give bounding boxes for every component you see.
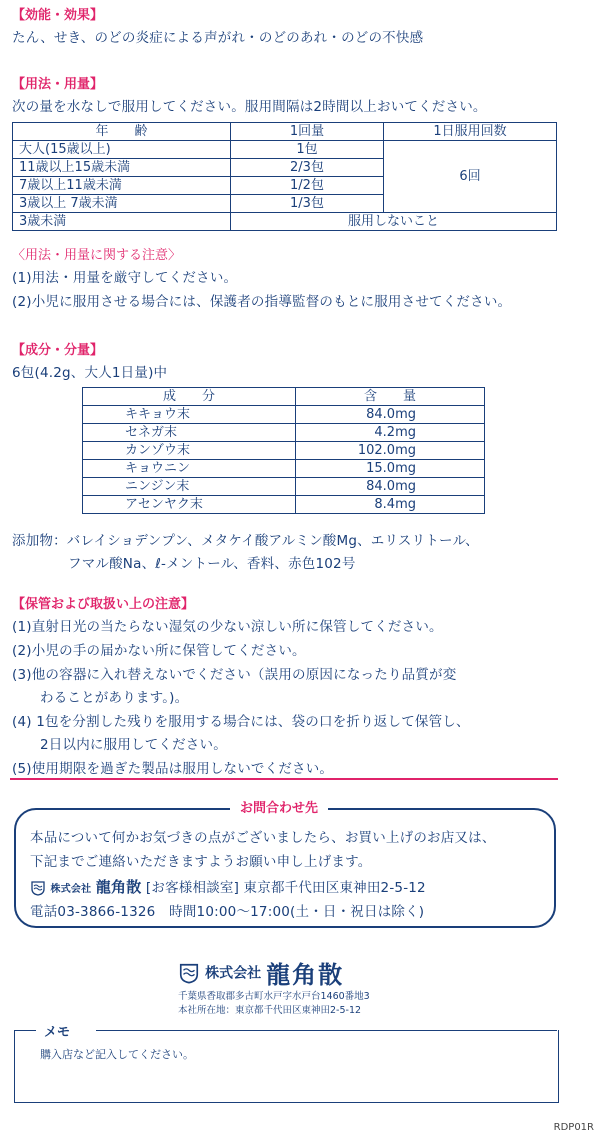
table-header-row — [13, 123, 557, 141]
footer-company-small: 株式会社 — [205, 965, 262, 982]
contact-phone-hours: 電話03-3866-1326 時間10:00～17:00(土・日・祝日は除く) — [30, 904, 425, 920]
ingredients-intro: 6包(4.2g、大人1日量)中 — [12, 365, 168, 381]
age-cell: 7歳以上11歳未満 — [13, 177, 231, 195]
storage-line: (2)小児の手の届かない所に保管してください。 — [12, 643, 306, 659]
table-row — [13, 213, 557, 231]
age-cell: 大人(15歳以上) — [13, 141, 231, 159]
dosage-intro: 次の量を水なしで服用してください。服用間隔は2時間以上おいてください。 — [12, 99, 487, 115]
footer-logo — [178, 955, 344, 990]
age-cell: 11歳以上15歳未満 — [13, 159, 231, 177]
under3-note-cell: 服用しないこと — [231, 213, 557, 231]
contact-line-1: 本品について何かお気づきの点がございましたら、お買い上げのお店又は、 — [30, 830, 496, 846]
dosage-note: (2)小児に服用させる場合には、保護者の指導監督のもとに服用させてください。 — [12, 294, 512, 310]
efficacy-heading: 【効能・効果】 — [12, 8, 104, 23]
company-logo-icon — [178, 962, 200, 984]
ingredient-name: カンゾウ末 — [83, 442, 296, 460]
document-code: RDP01R — [553, 1122, 594, 1133]
table-header-row — [83, 388, 485, 406]
header-dose: 1回量 — [231, 123, 384, 141]
ingredients-table — [82, 387, 485, 514]
dose-cell: 1/2包 — [231, 177, 384, 195]
dosage-table — [12, 122, 557, 231]
contact-title: お問合わせ先 — [230, 797, 328, 816]
additives-line-2: フマル酸Na、ℓ-メントール、香料、赤色102号 — [68, 556, 356, 572]
storage-line: (5)使用期限を過ぎた製品は服用しないでください。 — [12, 761, 334, 777]
contact-company-line — [30, 876, 426, 897]
dosage-note: (1)用法・用量を厳守してください。 — [12, 270, 238, 286]
header-daily-times: 1日服用回数 — [384, 123, 557, 141]
table-row — [83, 442, 485, 460]
memo-label: メモ — [44, 1025, 71, 1040]
table-row — [83, 424, 485, 442]
storage-heading: 【保管および取扱い上の注意】 — [12, 597, 195, 612]
ingredient-name: キョウニン — [83, 460, 296, 478]
header-age: 年 齢 — [13, 123, 231, 141]
dose-cell: 1包 — [231, 141, 384, 159]
table-row — [83, 496, 485, 514]
ingredient-amount: 15.0mg — [296, 460, 485, 478]
ingredient-amount: 8.4mg — [296, 496, 485, 514]
footer-address-2: 本社所在地：東京都千代田区東神田2-5-12 — [178, 1005, 362, 1016]
age-cell: 3歳以上 7歳未満 — [13, 195, 231, 213]
daily-times-cell: 6回 — [384, 141, 557, 213]
footer-brand: 龍角散 — [266, 960, 345, 989]
table-row — [13, 141, 557, 159]
storage-line: 2日以内に服用してください。 — [40, 737, 227, 753]
company-small-label: 株式会社 — [50, 884, 92, 895]
ingredient-amount: 84.0mg — [296, 406, 485, 424]
table-row — [83, 406, 485, 424]
ingredient-name: アセンヤク末 — [83, 496, 296, 514]
header-amount: 含 量 — [296, 388, 485, 406]
ingredient-name: キキョウ末 — [83, 406, 296, 424]
contact-line-2: 下記までご連絡いただきますようお願い申し上げます。 — [30, 854, 372, 870]
ingredient-name: ニンジン末 — [83, 478, 296, 496]
ingredient-amount: 4.2mg — [296, 424, 485, 442]
section-divider — [10, 778, 558, 780]
dose-cell: 2/3包 — [231, 159, 384, 177]
ingredient-name: セネガ末 — [83, 424, 296, 442]
table-row — [83, 460, 485, 478]
contact-address: [お客様相談室] 東京都千代田区東神田2-5-12 — [145, 880, 426, 896]
header-ingredient: 成 分 — [83, 388, 296, 406]
footer-address-1: 千葉県香取郡多古町水戸字水戸台1460番地3 — [178, 991, 370, 1002]
ingredient-amount: 102.0mg — [296, 442, 485, 460]
company-logo-icon — [30, 880, 46, 896]
age-cell: 3歳未満 — [13, 213, 231, 231]
table-row — [83, 478, 485, 496]
dose-cell: 1/3包 — [231, 195, 384, 213]
additives-line-1: 添加物：バレイショデンプン、メタケイ酸アルミン酸Mg、エリスリトール、 — [12, 533, 479, 549]
ingredient-amount: 84.0mg — [296, 478, 485, 496]
efficacy-text: たん、せき、のどの炎症による声がれ・のどのあれ・のどの不快感 — [12, 30, 424, 46]
storage-line: (1)直射日光の当たらない湿気の少ない涼しい所に保管してください。 — [12, 619, 443, 635]
dosage-heading: 【用法・用量】 — [12, 77, 104, 92]
dosage-notes-heading: 〈用法・用量に関する注意〉 — [12, 248, 182, 263]
storage-line: (4) 1包を分割した残りを服用する場合には、袋の口を折り返して保管し、 — [12, 714, 470, 730]
ingredients-heading: 【成分・分量】 — [12, 343, 104, 358]
brand-name: 龍角散 — [95, 878, 142, 896]
memo-box — [14, 1030, 559, 1103]
storage-line: (3)他の容器に入れ替えないでください（誤用の原因になったり品質が変 — [12, 667, 457, 683]
storage-line: わることがあります。)。 — [40, 690, 189, 706]
memo-text: 購入店など記入してください。 — [40, 1048, 194, 1061]
